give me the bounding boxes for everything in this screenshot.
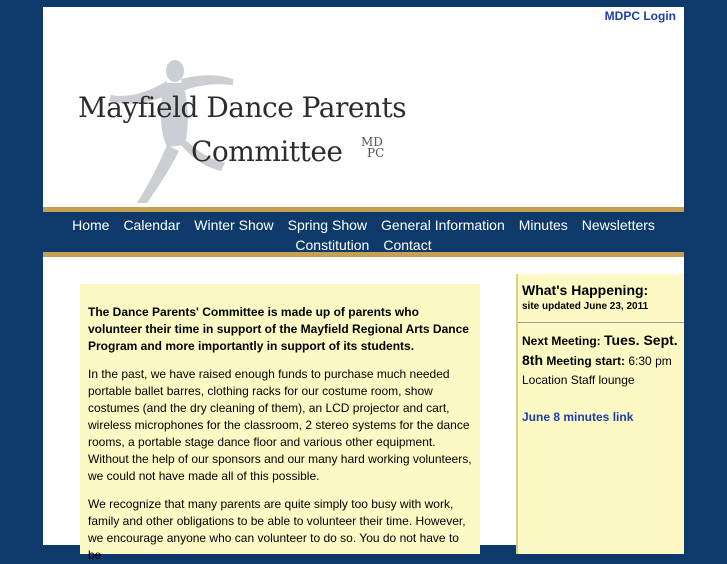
sidebar-title: What's Happening: [522,282,649,298]
main-navigation [43,207,684,257]
page-container [43,7,684,562]
nav-newsletters[interactable]: Newsletters [581,217,655,233]
next-meeting-label: Next Meeting: [522,334,601,348]
sidebar-divider [518,322,684,323]
nav-calendar[interactable]: Calendar [123,217,181,233]
nav-general-information[interactable]: General Information [381,217,505,233]
logo-monogram [361,137,384,159]
logo-title-line2: Committee [191,135,343,168]
nav-spring-show[interactable]: Spring Show [287,217,368,233]
volunteer-paragraph: We recognize that many parents are quite simply too busy with work, family and other obligations to be able to volunteer their time. However, we encourage anyone who can volunteer to do so. You do not have to be [88,497,466,562]
nav-contact[interactable]: Contact [383,237,432,253]
logo-title-line1: Mayfield Dance Parents [78,91,407,124]
main-content [80,284,480,562]
nav-home[interactable]: Home [72,217,110,233]
intro-paragraph: The Dance Parents' Committee is made up of parents who volunteer their time in support of the Mayfield Regional Arts Dance Program and more importantly in support of its students. [88,305,469,353]
site-updated-date: site updated June 23, 2011 [522,301,649,312]
site-header [43,7,684,207]
logo-monogram-top: MD [361,135,383,149]
meeting-location: Location Staff lounge [522,373,635,387]
logo-monogram-bottom: PC [367,146,385,160]
whats-happening-sidebar [516,274,684,554]
meeting-start-label: Meeting start: [546,354,626,368]
meeting-time: 6:30 pm [628,354,672,368]
nav-constitution[interactable]: Constitution [295,237,370,253]
next-meeting-info [522,331,680,390]
nav-winter-show[interactable]: Winter Show [194,217,274,233]
june-minutes-link[interactable]: June 8 minutes link [522,410,634,424]
next-meeting-date: Tues. Sept. 8th [522,332,678,368]
dancer-silhouette-icon [93,55,243,205]
mdpc-login-link[interactable]: MDPC Login [604,9,676,23]
fundraising-paragraph: In the past, we have raised enough funds to purchase much needed portable ballet barres, clothing racks for our costume room, show costumes (and the dry cleaning of them), an LCD projector and cart, wireless microphones for the classroom, 2 stereo systems for the dance rooms, a portable stage dance floor and various other equipment. Without the help of our sponsors and our many hard working volunteers, we could not have made all of this possible. [88,367,472,483]
nav-minutes[interactable]: Minutes [518,217,568,233]
